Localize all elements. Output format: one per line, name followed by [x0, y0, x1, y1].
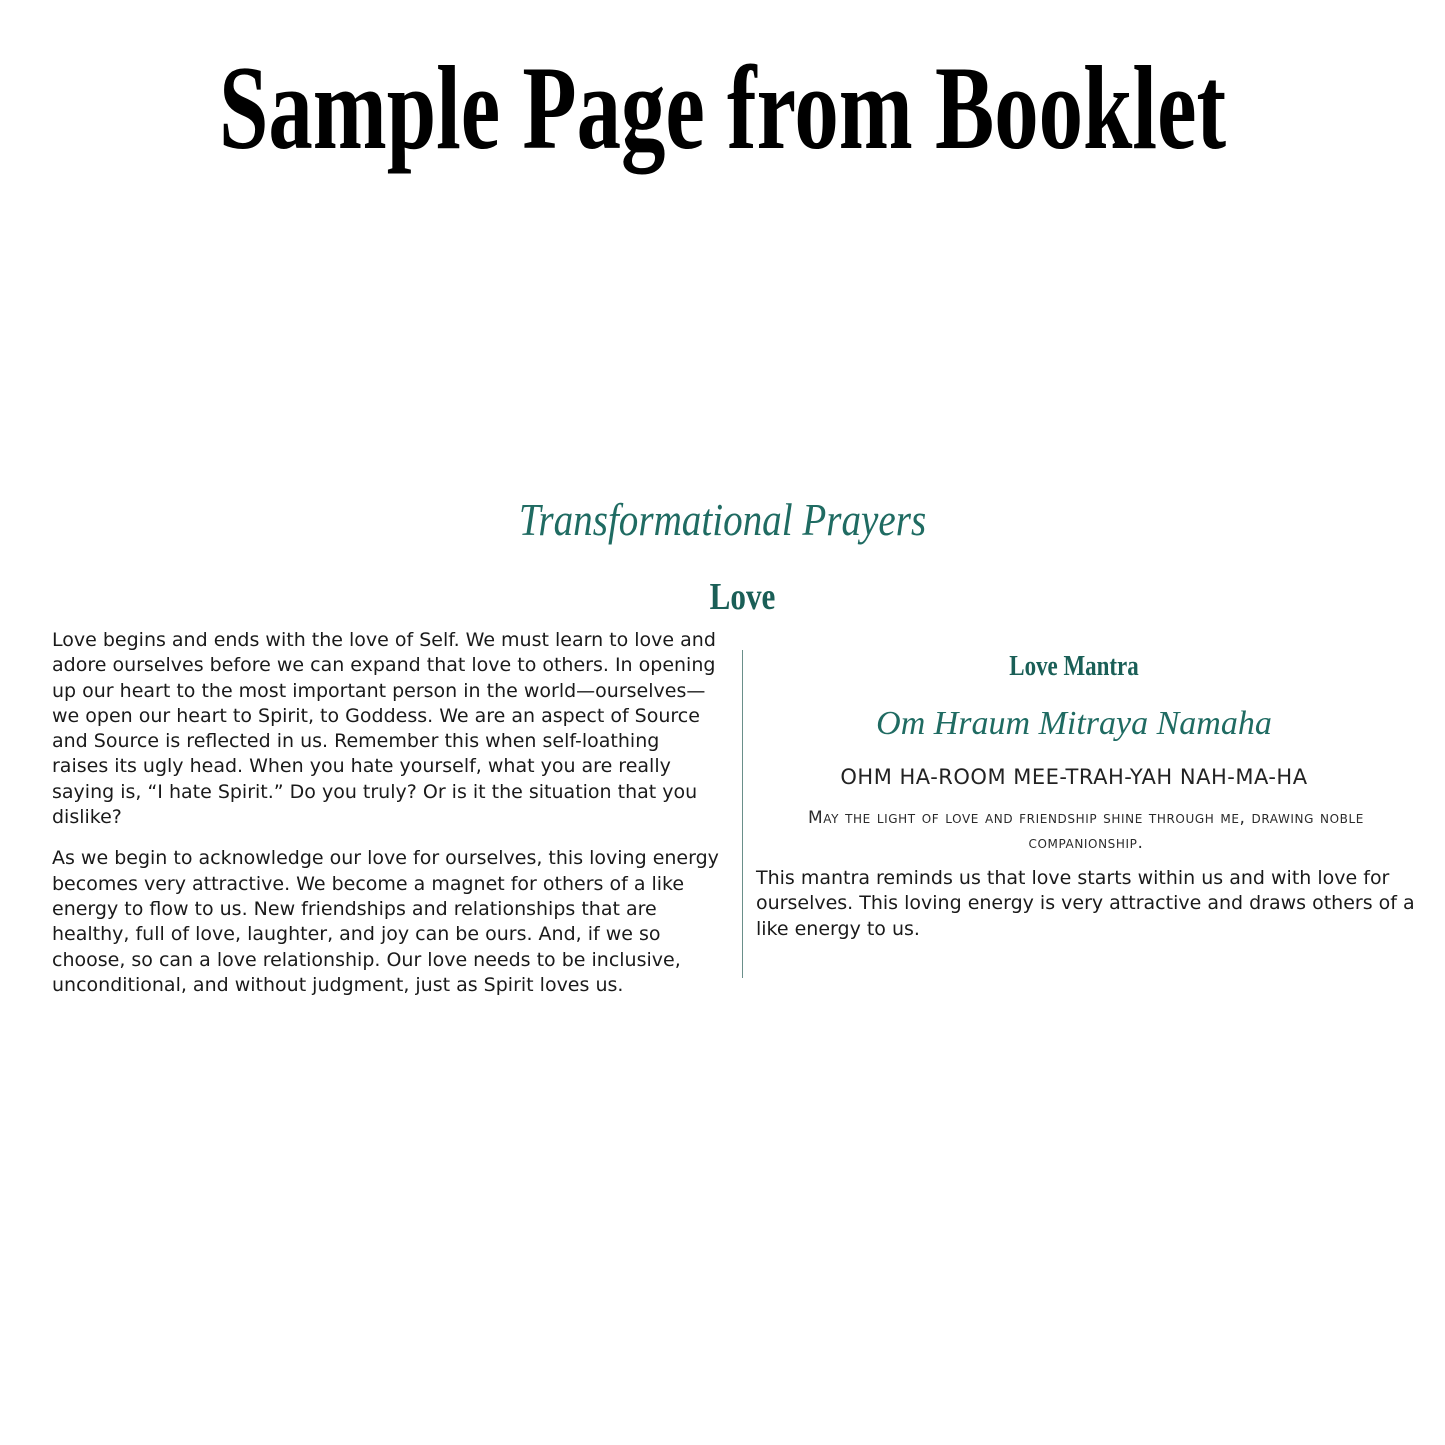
topic-title: Love — [709, 576, 776, 618]
body-text-column — [52, 628, 720, 1014]
body-paragraph-1: Love begins and ends with the love of Self. We must learn to love and adore ourselves before we can expand that love to others. In opening up our heart to the most important person in the world—ourselves—we open our heart to Spirit, to Goddess. We are an aspect of Source and Source is reflected in us. Remember this when self-loathing raises its ugly head. When you hate yourself, what you are really saying is, “I hate Spirit.” Do you truly? Or is it the situation that you dislike? — [52, 629, 716, 829]
mantra-sanskrit: Om Hraum Mitraya Namaha — [876, 705, 1272, 742]
mantra-column — [756, 650, 1416, 942]
mantra-phonetic: OHM HA-ROOM MEE-TRAH-YAH NAH-MA-HA — [840, 765, 1308, 789]
mantra-meaning: May the light of love and friendship shine through me, drawing noble companionship. — [808, 808, 1364, 853]
banner-title: Sample Page from Booklet — [218, 41, 1227, 174]
column-divider — [742, 650, 743, 978]
section-title: Transformational Prayers — [518, 494, 927, 545]
mantra-explanation: This mantra reminds us that love starts within us and with love for ourselves. This loving energy is very attractive and draws others of a like energy to us. — [756, 867, 1415, 940]
mantra-heading: Love Mantra — [1009, 651, 1139, 682]
body-paragraph-2: As we begin to acknowledge our love for ourselves, this loving energy becomes very attractive. We become a magnet for others of a like energy to flow to us. New friendships and relationships that are healthy, full of love, laughter, and joy can be ours. And, if we so choose, so can a love relationship. Our love needs to be inclusive, unconditional, and without judgment, just as Spirit loves us. — [52, 847, 719, 996]
